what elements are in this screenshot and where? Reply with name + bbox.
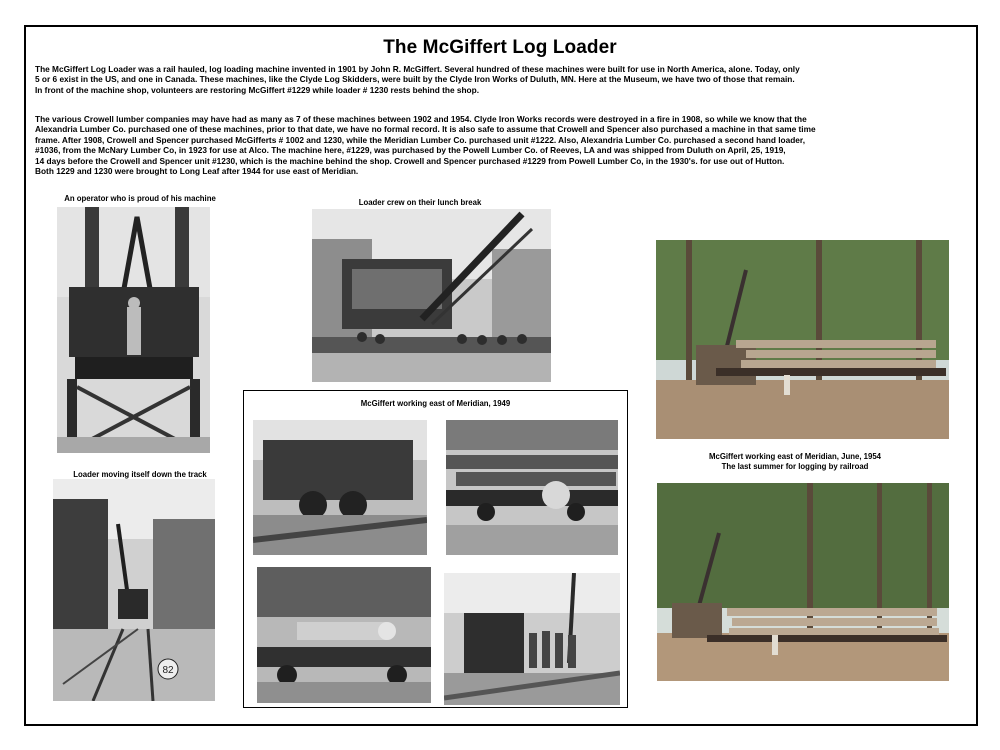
history-paragraph: The various Crowell lumber companies may have had as many as 7 of these machines between 1902 and 1954. Clyde Iron Works records were destroyed in a fire in 1908, so while we know that the Alexandria Lumber Co. purchased one of these machines, prior to that date, we have no formal record. It is also safe to assume that Crowell and Spencer also purchased a machine in that same time frame. After 1908, Crowell and Spencer purchased McGifferts # 1002 and 1230, while the Meridian Lumber Co. purchased unit #1222. Also, Alexandria Lumber Co. purchased a second hand loader, #1036, from the McNary Lumber Co, in 1923 for use at Alco. The machine here, #1229, was purchased by the Powell Lumber Co. of Reeves, LA and was shipped from Duluth on April, 25, 1919, 14 days before the Crowell and Spencer unit #1230, which is the machine behind the shop. Crowell and Spencer purchased #1229 from Powell Lumber Co, in the 1930's. for use out of Hutton. Both 1229 and 1230 were brought to Long Leaf after 1944 for use east of Meridian. [35, 114, 816, 177]
photo-1949-crew-by-loader [444, 573, 620, 705]
caption-loader-moving: Loader moving itself down the track [73, 470, 207, 479]
track-marker-text: 82 [162, 665, 174, 676]
photo-1949-loader-closeup [253, 420, 427, 555]
photo-operator-on-loader [57, 207, 210, 453]
intro-paragraph: The McGiffert Log Loader was a rail hauled, log loading machine invented in 1901 by John R. McGiffert. Several hundred of these machines were built for use in North America, alone. Today, only 5 or 6 exist in the US, and one in Canada. These machines, like the Clyde Log Skidders, were built by the Clyde Iron Works of Duluth, MN. Here at the Museum, we have two of those that remain. In front of the machine shop, volunteers are restoring McGiffert #1229 while loader # 1230 rests behind the shop. [35, 64, 800, 95]
photo-color-meridian-1954 [657, 483, 949, 681]
caption-operator: An operator who is proud of his machine [64, 194, 216, 203]
caption-lunch-break: Loader crew on their lunch break [358, 198, 482, 207]
photo-loader-moving-track [53, 479, 215, 701]
page-title: The McGiffert Log Loader [383, 37, 617, 58]
photo-color-loader-log-cars [656, 240, 949, 439]
caption-meridian-1954: McGiffert working east of Meridian, June, 1954 The last summer for logging by railroad [708, 452, 881, 471]
photo-1949-log-loading [257, 567, 431, 703]
photo-crew-lunch-break [312, 209, 551, 382]
caption-meridian-1949: McGiffert working east of Meridian, 1949 [360, 399, 511, 408]
photo-1949-logs-on-car [446, 420, 618, 555]
